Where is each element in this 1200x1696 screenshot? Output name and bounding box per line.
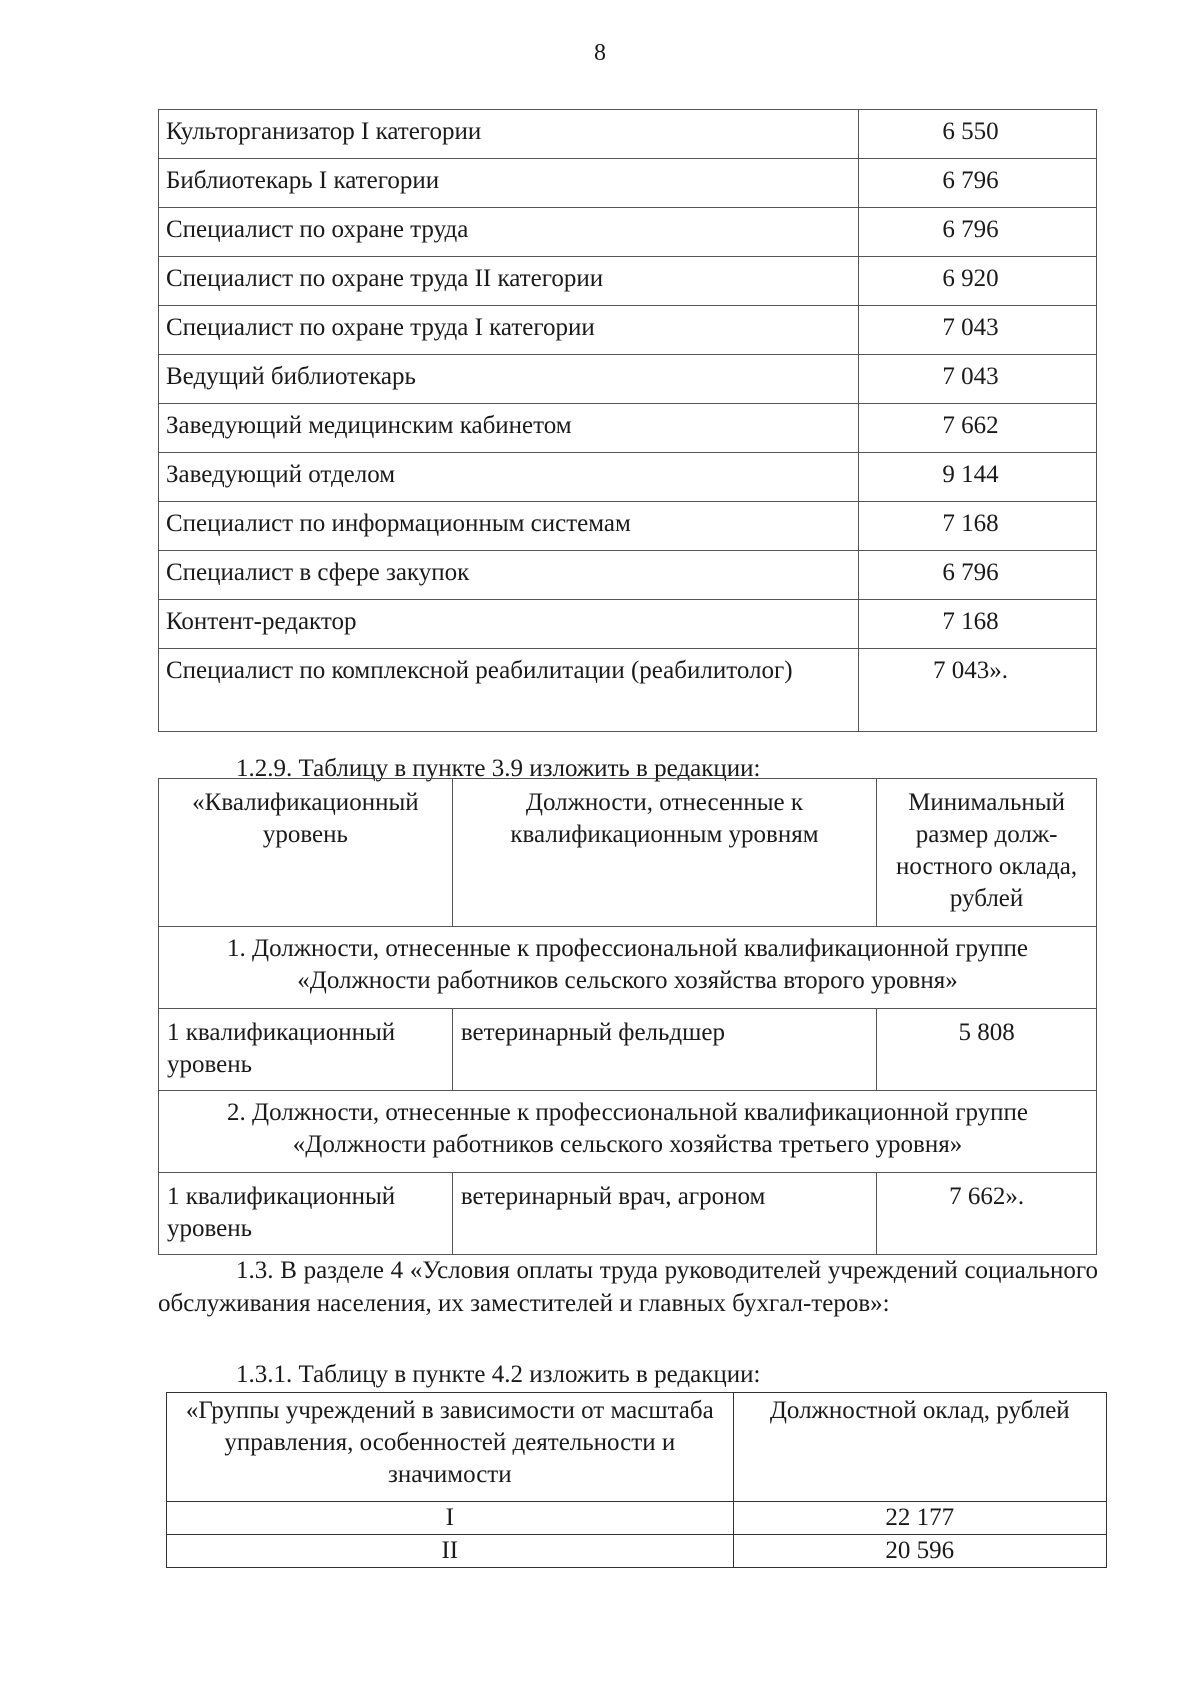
group-cell: II	[167, 1535, 734, 1568]
table-row	[159, 159, 1097, 208]
table-row	[159, 502, 1097, 551]
salary-cell: 6 796	[859, 159, 1097, 208]
group-row-2	[159, 1091, 1097, 1173]
table-row	[159, 600, 1097, 649]
table-row	[159, 551, 1097, 600]
table-row	[159, 110, 1097, 159]
qualification-levels-table	[158, 778, 1097, 1255]
table-row	[159, 1009, 1097, 1091]
salary-cell: 7 662».	[877, 1173, 1097, 1255]
table-row	[159, 208, 1097, 257]
header-qualification-level: «Квалификационный уровень	[159, 779, 453, 927]
paragraph-1-3-1: 1.3.1. Таблицу в пункте 4.2 изложить в редакции:	[236, 1361, 761, 1388]
position-cell: Ведущий библиотекарь	[159, 355, 859, 404]
salary-cell: 20 596	[733, 1535, 1106, 1568]
table-row	[159, 257, 1097, 306]
position-cell: Контент-редактор	[159, 600, 859, 649]
salary-cell: 7 168	[859, 502, 1097, 551]
position-cell: Специалист по информационным системам	[159, 502, 859, 551]
table-row	[159, 1173, 1097, 1255]
header-min-salary: Минимальный размер долж-ностного оклада, рублей	[877, 779, 1097, 927]
page-number: 8	[594, 40, 606, 66]
positions-salary-table-body	[159, 110, 1097, 732]
salary-cell: 7 168	[859, 600, 1097, 649]
salary-cell: 7 043	[859, 355, 1097, 404]
table-row	[167, 1502, 1107, 1535]
positions-cell: ветеринарный фельдшер	[452, 1009, 876, 1091]
salary-cell: 7 662	[859, 404, 1097, 453]
salary-cell: 6 920	[859, 257, 1097, 306]
header-salary: Должностной оклад, рублей	[733, 1393, 1106, 1502]
position-cell: Специалист по охране труда I категории	[159, 306, 859, 355]
table-row	[159, 355, 1097, 404]
salary-cell: 7 043».	[859, 649, 1097, 732]
table-row	[159, 453, 1097, 502]
qualification-level-cell: 1 квалификационный уровень	[159, 1009, 453, 1091]
salary-cell: 22 177	[733, 1502, 1106, 1535]
group-row-1	[159, 927, 1097, 1009]
position-cell: Культорганизатор I категории	[159, 110, 859, 159]
group-title-2: 2. Должности, отнесенные к профессиональной квалификационной группе «Должности работников сельского хозяйства третьего уровня»	[159, 1091, 1097, 1173]
position-cell: Заведующий медицинским кабинетом	[159, 404, 859, 453]
position-cell: Специалист в сфере закупок	[159, 551, 859, 600]
paragraph-1-3: 1.3. В разделе 4 «Условия оплаты труда руководителей учреждений социального обслуживания населения, их заместителей и главных бухгал-теров»:	[158, 1257, 1098, 1317]
position-cell: Специалист по комплексной реабилитации (реабилитолог)	[159, 649, 859, 732]
positions-cell: ветеринарный врач, агроном	[452, 1173, 876, 1255]
paragraph-1-2-9: 1.2.9. Таблицу в пункте 3.9 изложить в редакции:	[236, 755, 761, 782]
table-row	[159, 649, 1097, 732]
table-row	[159, 306, 1097, 355]
position-cell: Библиотекарь I категории	[159, 159, 859, 208]
salary-cell: 6 796	[859, 208, 1097, 257]
position-cell: Специалист по охране труда	[159, 208, 859, 257]
table-row	[159, 404, 1097, 453]
salary-cell: 6 550	[859, 110, 1097, 159]
position-cell: Специалист по охране труда II категории	[159, 257, 859, 306]
qualification-level-cell: 1 квалификационный уровень	[159, 1173, 453, 1255]
header-positions: Должности, отнесенные к квалификационным уровням	[452, 779, 876, 927]
group-cell: I	[167, 1502, 734, 1535]
salary-cell: 5 808	[877, 1009, 1097, 1091]
table-header-row	[159, 779, 1097, 927]
positions-salary-table	[158, 109, 1097, 732]
header-institution-group: «Группы учреждений в зависимости от масштаба управления, особенностей деятельности и значимости	[167, 1393, 734, 1502]
salary-cell: 6 796	[859, 551, 1097, 600]
table-row	[167, 1535, 1107, 1568]
institution-groups-table	[166, 1392, 1107, 1568]
salary-cell: 9 144	[859, 453, 1097, 502]
table-header-row	[167, 1393, 1107, 1502]
salary-cell: 7 043	[859, 306, 1097, 355]
group-title-1: 1. Должности, отнесенные к профессиональной квалификационной группе «Должности работников сельского хозяйства второго уровня»	[159, 927, 1097, 1009]
position-cell: Заведующий отделом	[159, 453, 859, 502]
